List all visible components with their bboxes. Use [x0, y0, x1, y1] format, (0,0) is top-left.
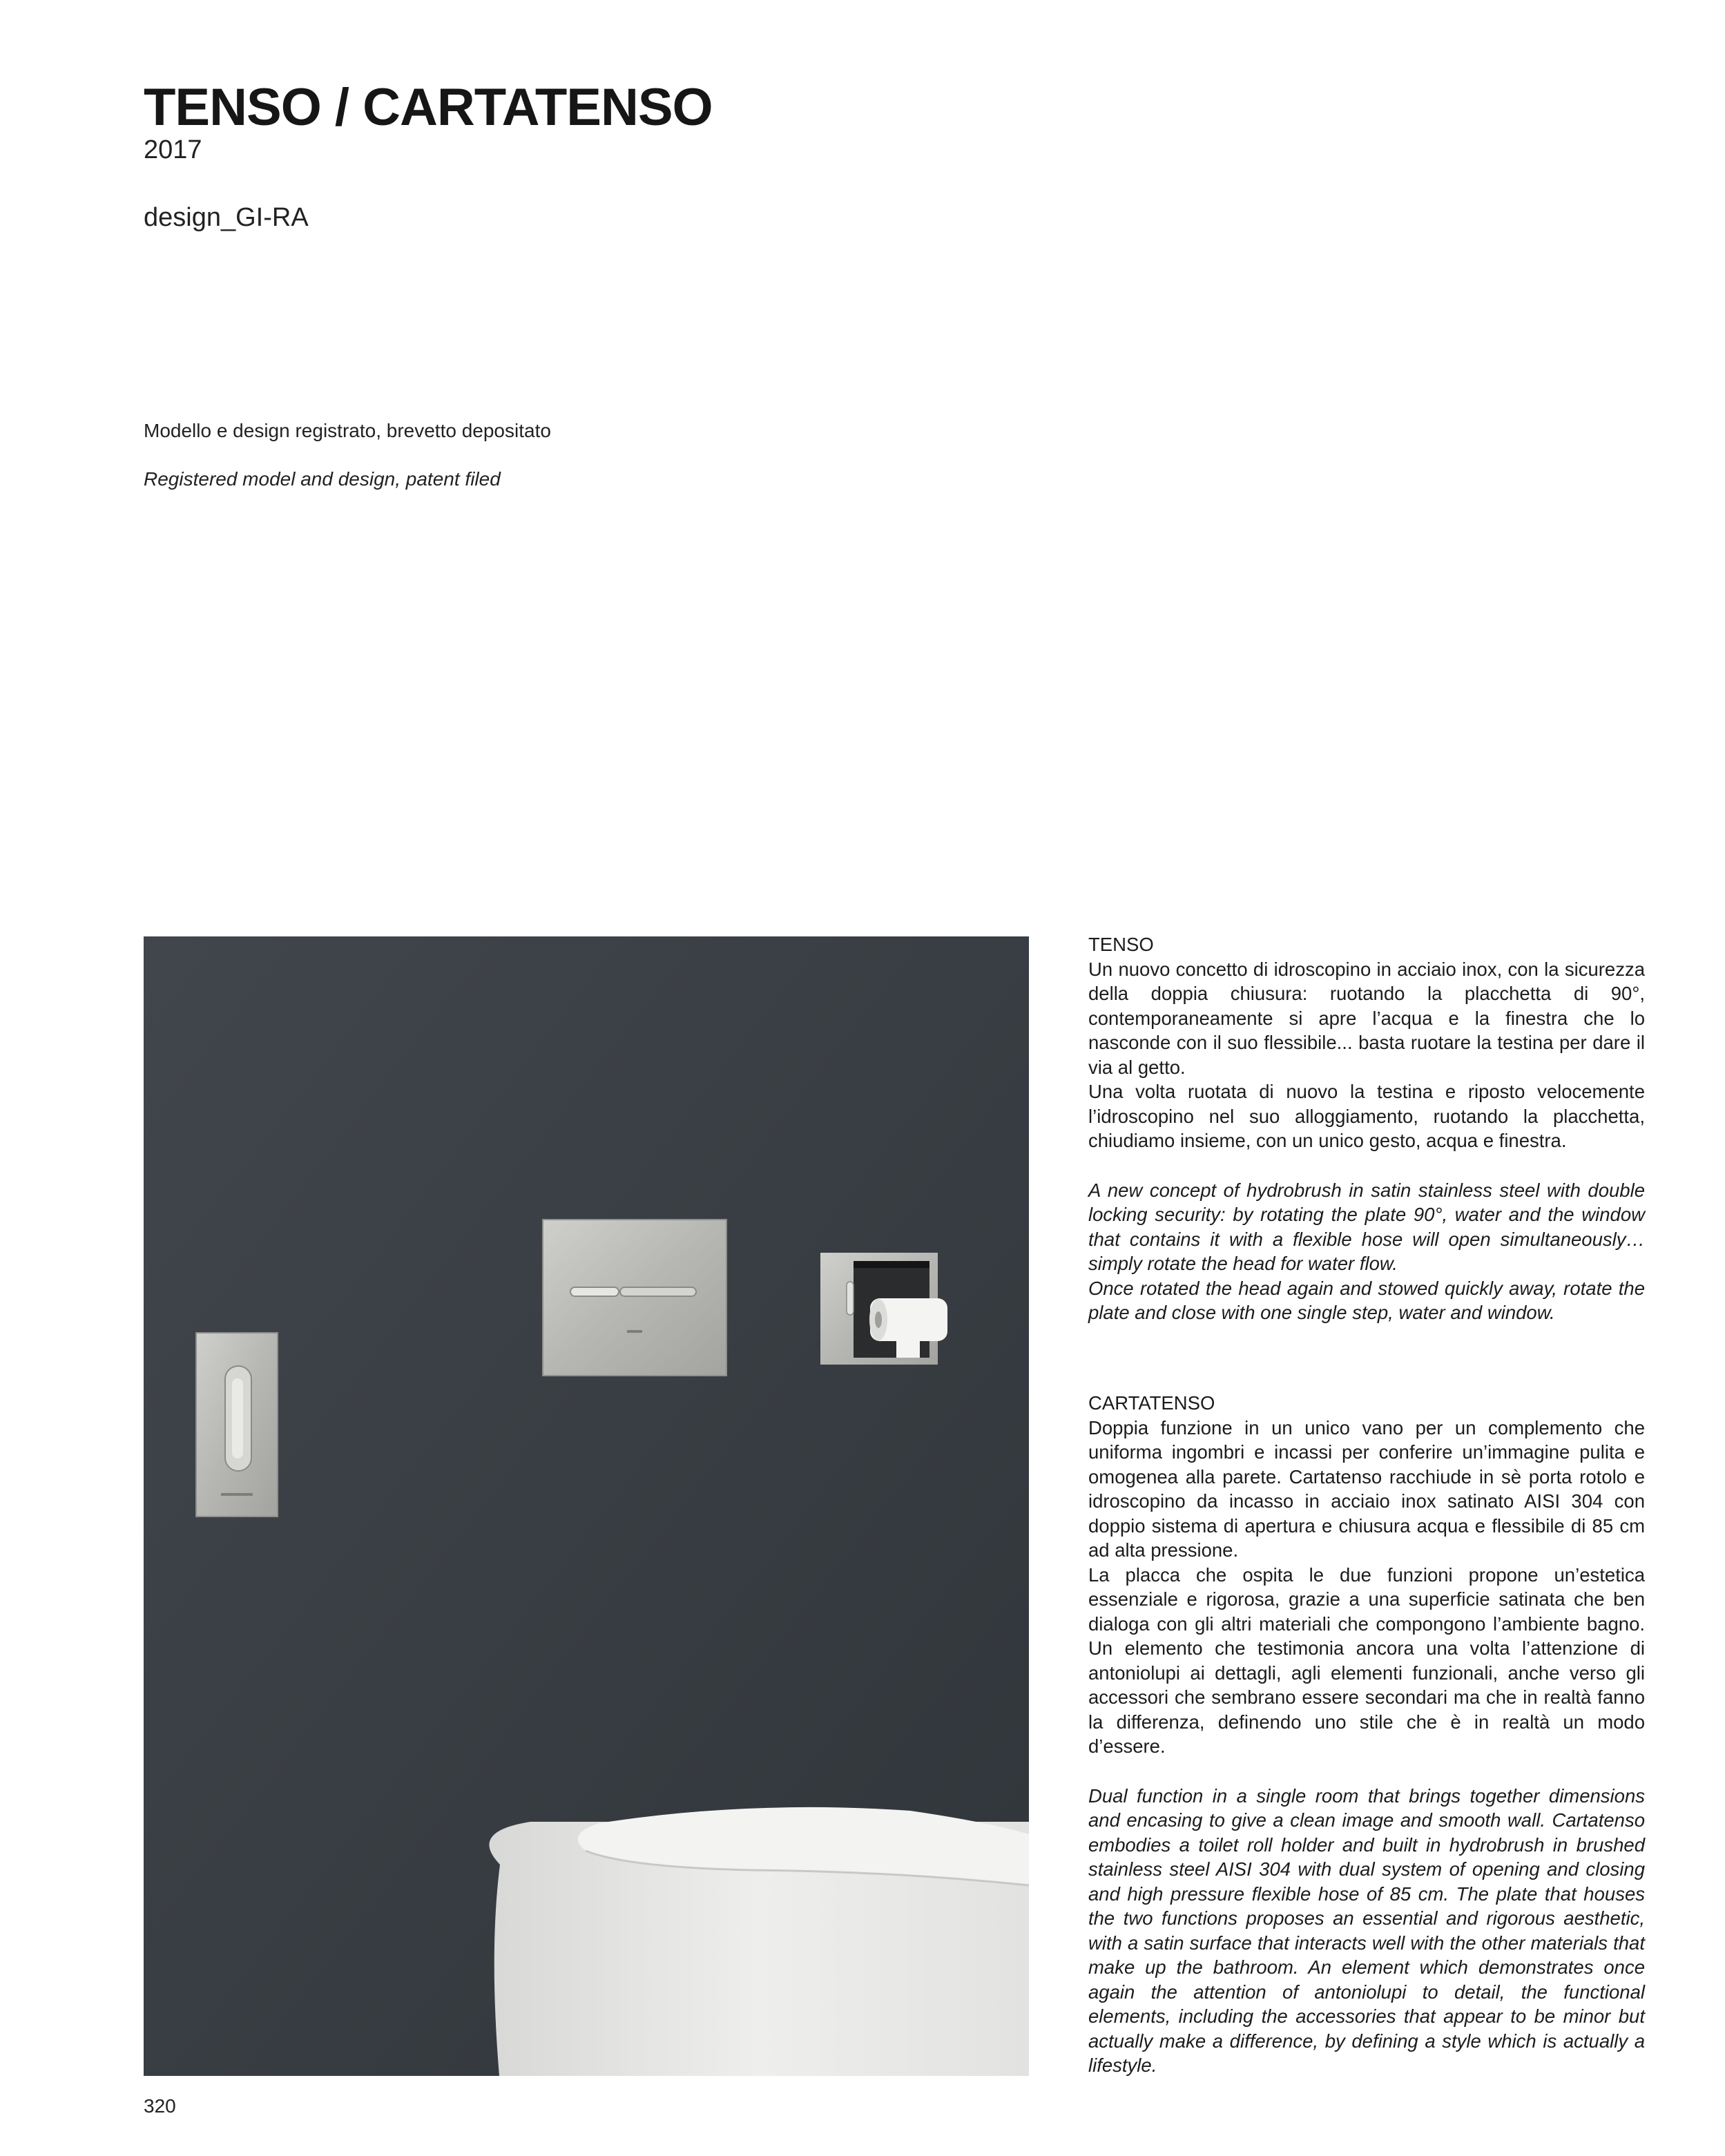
cartatenso-roll-holder	[820, 1253, 947, 1365]
page-number: 320	[144, 2095, 176, 2117]
product-photo	[144, 936, 1029, 2076]
tenso-flush-plate	[543, 1220, 726, 1376]
product-year: 2017	[144, 135, 202, 164]
tenso-italian-paragraph-2: Una volta ruotata di nuovo la testina e riposto velocemente l’idroscopino nel suo alloggiamento, ruotando la placchetta, chiudiamo insieme, con un unico gesto, acqua e finestra.	[1088, 1081, 1645, 1151]
designer-credit: design_GI-RA	[144, 203, 309, 232]
tenso-section	[1088, 932, 1645, 1325]
tenso-english-paragraph-2: Once rotated the head again and stowed quickly away, rotate the plate and close with one single step, water and window.	[1088, 1277, 1645, 1323]
cartatenso-english-paragraph: Dual function in a single room that brings together dimensions and encasing to give a clean image and smooth wall. Cartatenso embodies a toilet roll holder and built in hydrobrush in brushed stainless steel AISI 304 with dual system of opening and closing and high pressure flexible hose of 85 cm. The plate that houses the two functions proposes an essential and rigorous aesthetic, with a satin surface that interacts well with the other materials that make up the bathroom. An element which demonstrates once again the attention of antoniolupi to detail, the functional elements, including the accessories that appear to be minor but actually make a difference, by defining a style which is actually a lifestyle.	[1088, 1784, 1645, 2076]
toilet	[489, 1807, 1029, 2076]
tenso-english-paragraph-1: A new concept of hydrobrush in satin stainless steel with double locking security: by rotating the plate 90°, water and the window that contains it with a flexible hose will open simultaneously… simply rotate the head for water flow.	[1088, 1179, 1645, 1274]
page-title: TENSO / CARTATENSO	[144, 78, 713, 137]
cartatenso-italian-paragraph-2: La placca che ospita le due funzioni propone un’estetica essenziale e rigorosa, grazie a una superficie satinata che ben dialoga con gli altri materiali che compongono l’ambiente bagno. Un elemento che testimonia ancora una volta l’attenzione di antoniolupi ai dettagli, agli elementi funzionali, anche verso gli accessori che sembrano essere secondari ma che in realtà fanno la differenza, definendo uno stile che è in realtà un modo d’essere.	[1088, 1563, 1645, 1757]
cartatenso-section	[1088, 1391, 1645, 2078]
hydrobrush-plate	[196, 1333, 278, 1517]
registration-note-english: Registered model and design, patent filed	[144, 468, 501, 490]
tenso-heading: TENSO	[1088, 934, 1154, 955]
tenso-italian-paragraph-1: Un nuovo concetto di idroscopino in acciaio inox, con la sicurezza della doppia chiusura: ruotando la placchetta di 90°, contemporaneamente si apre l’acqua e la finestra che lo nasconde con il suo flessibile... basta ruotare la testina per dare il via al getto.	[1088, 958, 1645, 1078]
cartatenso-italian-paragraph-1: Doppia funzione in un unico vano per un complemento che uniforma ingombri e incassi per conferire un’immagine pulita e omogenea alla parete. Cartatenso racchiude in sè porta rotolo e idroscopino da incasso in acciaio inox satinato AISI 304 con doppio sistema di apertura e chiusura acqua e flessibile di 85 cm ad alta pressione.	[1088, 1416, 1645, 1561]
cartatenso-heading: CARTATENSO	[1088, 1392, 1215, 1414]
registration-note-italian: Modello e design registrato, brevetto depositato	[144, 420, 551, 441]
